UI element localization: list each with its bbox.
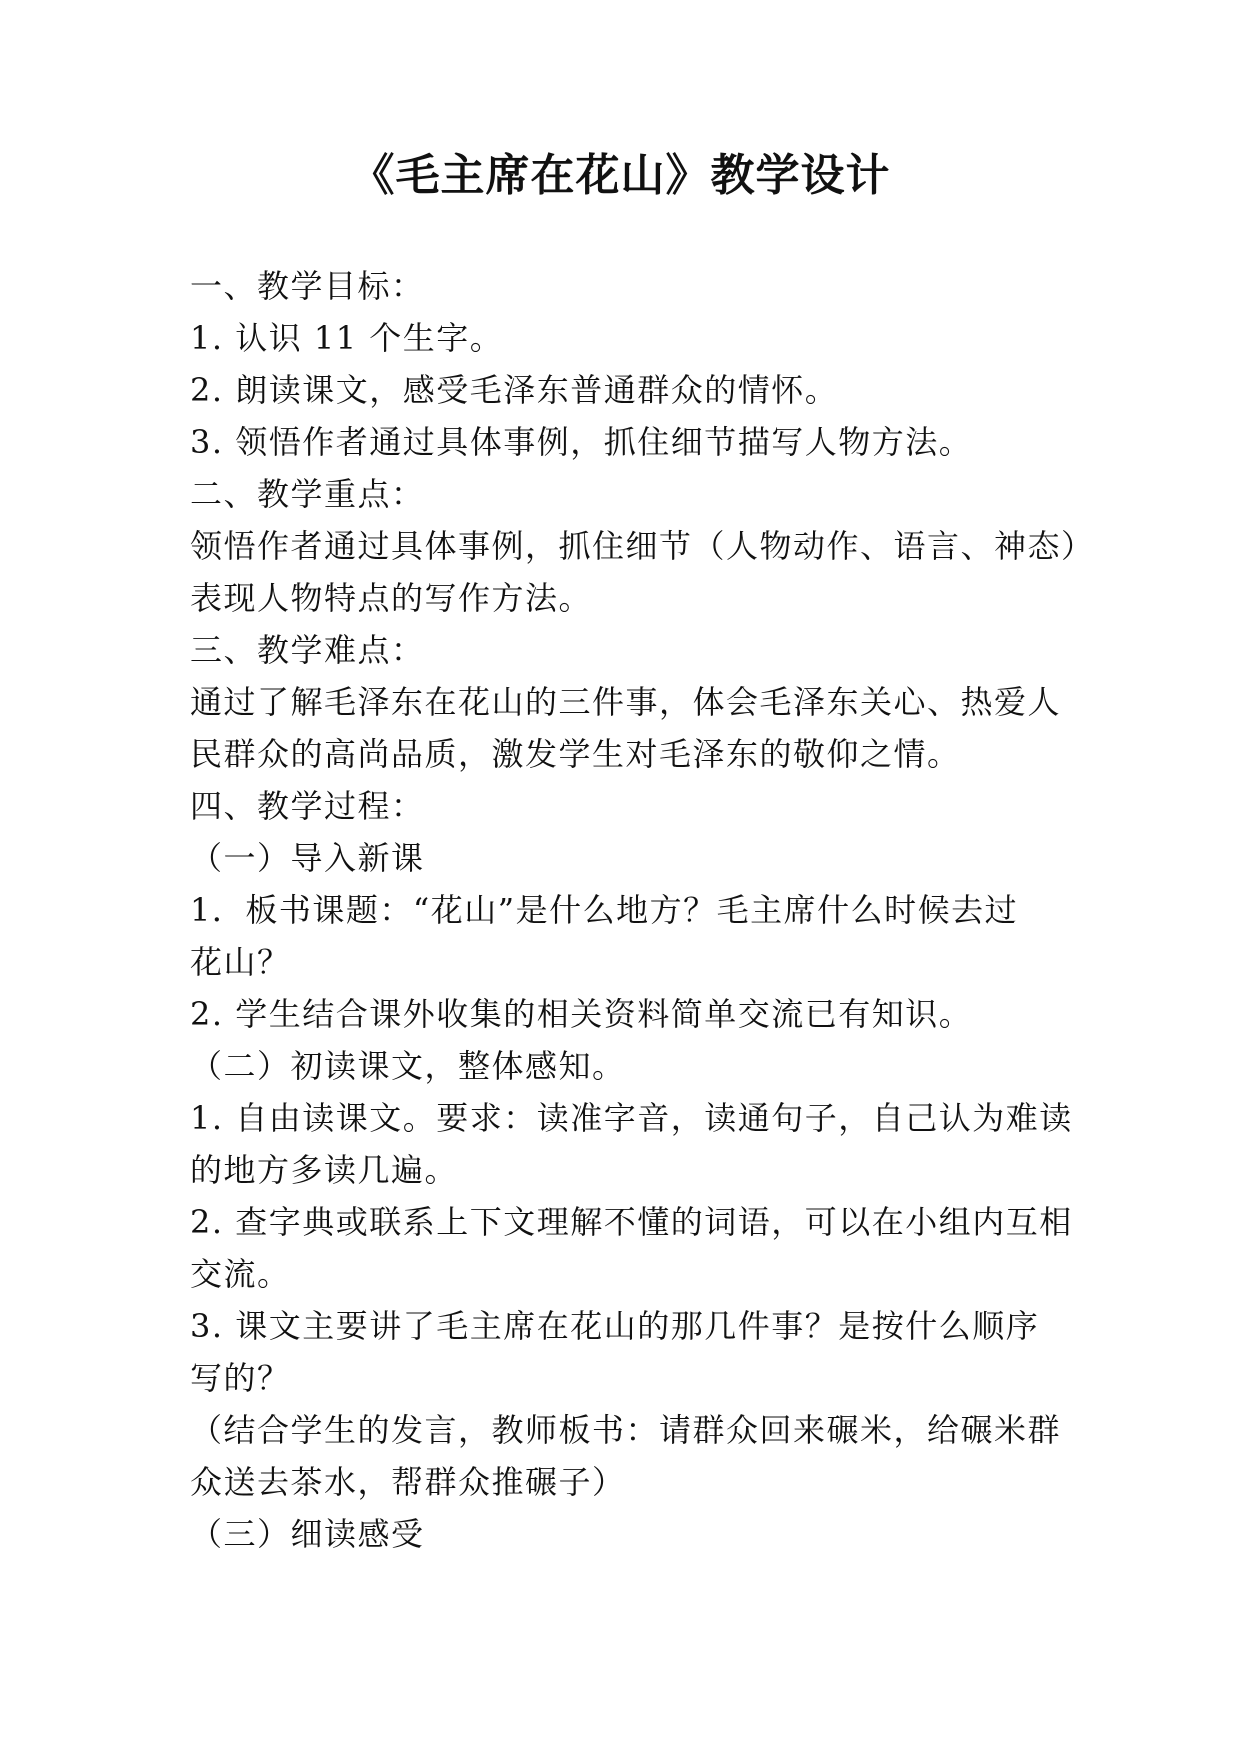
section-heading-key-points: 二、教学重点： [190, 475, 425, 513]
text-line: 交流。 [190, 1255, 291, 1293]
document-body [190, 260, 1095, 1560]
text-line: 众送去茶水，帮群众推碾子） [190, 1463, 626, 1501]
section-heading-objectives: 一、教学目标： [190, 267, 425, 305]
subsection-heading: （二）初读课文，整体感知。 [190, 1047, 626, 1085]
text-line: 通过了解毛泽东在花山的三件事，体会毛泽东关心、热爱人 [190, 683, 1062, 721]
text-line: 民群众的高尚品质，激发学生对毛泽东的敬仰之情。 [190, 735, 961, 773]
text-line: 花山？ [190, 943, 291, 981]
text-line: 2. 学生结合课外收集的相关资料简单交流已有知识。 [190, 995, 973, 1033]
text-line: （结合学生的发言，教师板书：请群众回来碾米，给碾米群 [190, 1411, 1062, 1449]
text-line: 3. 课文主要讲了毛主席在花山的那几件事？是按什么顺序 [190, 1307, 1040, 1345]
text-line: 的地方多读几遍。 [190, 1151, 459, 1189]
text-line: 表现人物特点的写作方法。 [190, 579, 593, 617]
text-line: 3. 领悟作者通过具体事例，抓住细节描写人物方法。 [190, 423, 973, 461]
section-heading-difficulties: 三、教学难点： [190, 631, 425, 669]
text-line: 2. 朗读课文，感受毛泽东普通群众的情怀。 [190, 371, 839, 409]
text-line: 写的？ [190, 1359, 291, 1397]
subsection-heading: （一）导入新课 [190, 839, 425, 877]
text-line: 2. 查字典或联系上下文理解不懂的词语，可以在小组内互相 [190, 1203, 1073, 1241]
text-line: 1．板书课题：“花山”是什么地方？毛主席什么时候去过 [190, 891, 1019, 929]
text-line: 领悟作者通过具体事例，抓住细节（人物动作、语言、神态） [190, 527, 1095, 565]
section-heading-process: 四、教学过程： [190, 787, 425, 825]
text-line: 1. 认识 11 个生字。 [190, 319, 504, 357]
subsection-heading: （三）细读感受 [190, 1515, 425, 1553]
text-line: 1. 自由读课文。要求：读准字音，读通句子，自己认为难读 [190, 1099, 1073, 1137]
document-title: 《毛主席在花山》教学设计 [350, 150, 891, 201]
